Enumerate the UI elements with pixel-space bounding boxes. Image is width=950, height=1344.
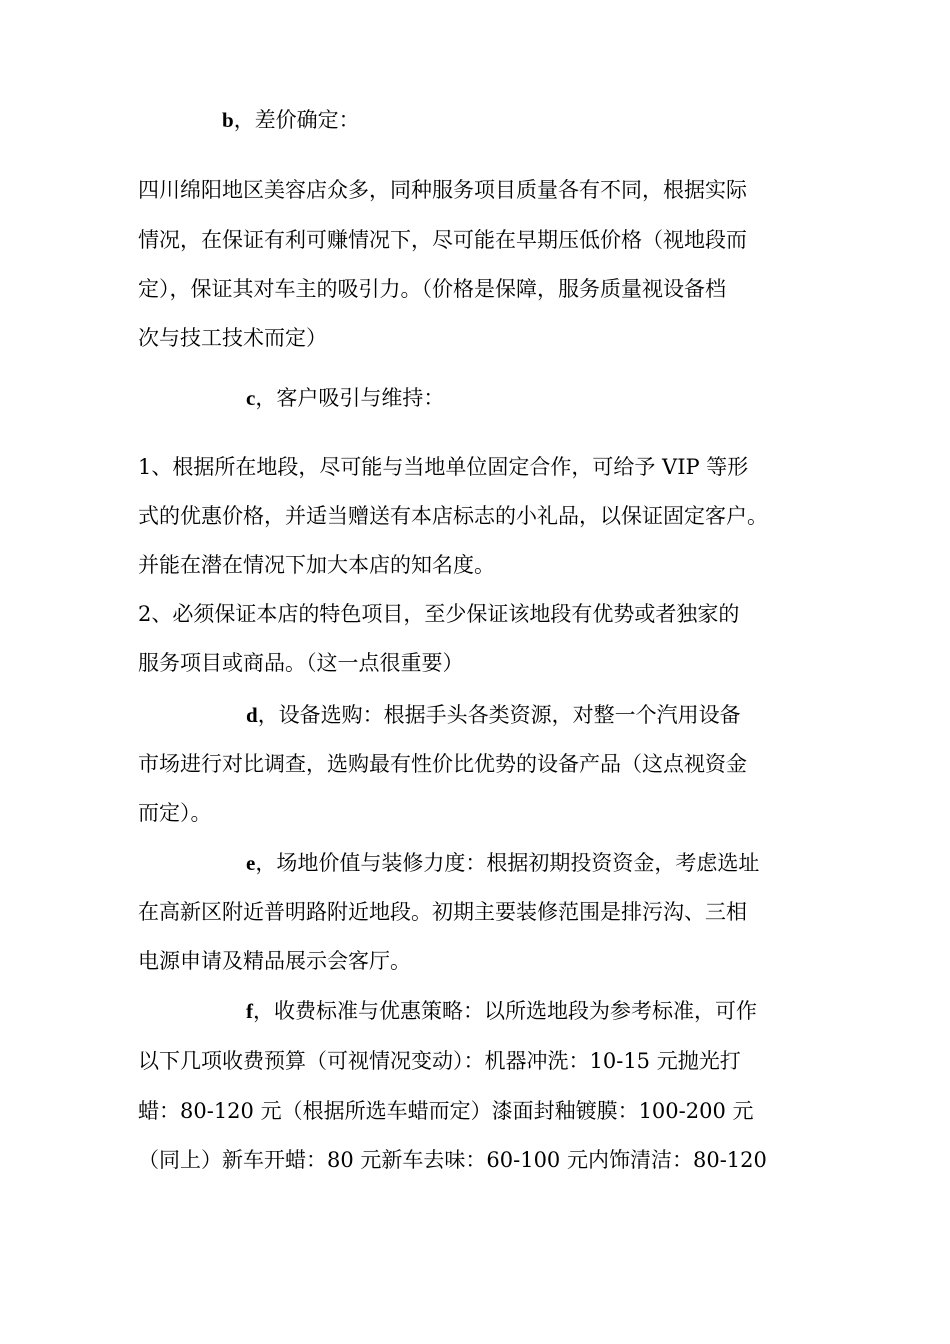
section-d-lead: d: [246, 703, 258, 727]
section-e-first-line: [246, 848, 759, 878]
section-e-line-2: 电源申请及精品展示会客厅。: [138, 949, 411, 973]
section-d-line-2: 而定）。: [138, 801, 212, 825]
section-b-line-4: 次与技工技术而定）: [138, 326, 327, 350]
section-c-lead: c: [246, 386, 256, 410]
section-b-line-1: 四川绵阳地区美容店众多，同种服务项目质量各有不同，根据实际: [138, 178, 747, 202]
section-d-first-line: [246, 700, 741, 730]
section-c-item1-line-2: 式的优惠价格，并适当赠送有本店标志的小礼品，以保证固定客户。: [138, 504, 768, 528]
section-b-line-2: 情况，在保证有利可赚情况下，尽可能在早期压低价格（视地段而: [138, 228, 747, 252]
section-b-lead: b: [222, 108, 234, 132]
section-e-lead: e: [246, 851, 256, 875]
section-c-item2-line-1: 2、必须保证本店的特色项目，至少保证该地段有优势或者独家的: [138, 602, 740, 626]
section-d-first-line-text: ，设备选购：根据手头各类资源，对整一个汽用设备: [257, 703, 741, 727]
section-c-heading-text: ，客户吸引与维持：: [255, 386, 445, 410]
section-e-line-1: 在高新区附近普明路附近地段。初期主要装修范围是排污沟、三相: [138, 900, 747, 924]
section-f-line-2: 蜡：80-120 元（根据所选车蜡而定）漆面封釉镀膜：100-200 元: [138, 1099, 754, 1123]
section-b-heading: [222, 105, 360, 135]
section-b-line-3: 定），保证其对车主的吸引力。（价格是保障，服务质量视设备档: [138, 277, 726, 301]
section-f-line-1: 以下几项收费预算（可视情况变动）：机器冲洗：10-15 元抛光打: [138, 1049, 741, 1073]
section-c-item2-line-2: 服务项目或商品。（这一点很重要）: [138, 651, 464, 675]
section-c-item1-line-1: 1、根据所在地段，尽可能与当地单位固定合作，可给予 VIP 等形: [138, 455, 749, 479]
section-f-first-line: [246, 996, 757, 1026]
section-c-item1-line-3: 并能在潜在情况下加大本店的知名度。: [138, 553, 495, 577]
section-c-heading: [246, 383, 444, 413]
section-b-heading-text: ，差价确定：: [233, 108, 360, 132]
section-f-lead: f: [246, 999, 253, 1023]
section-f-line-3: （同上）新车开蜡：80 元新车去味：60-100 元内饰清洁：80-120: [138, 1148, 767, 1172]
section-d-line-1: 市场进行对比调查，选购最有性价比优势的设备产品（这点视资金: [138, 752, 747, 776]
section-f-first-line-text: ，收费标准与优惠策略：以所选地段为参考标准，可作: [253, 999, 757, 1023]
section-e-first-line-text: ，场地价值与装修力度：根据初期投资资金，考虑选址: [255, 851, 760, 875]
